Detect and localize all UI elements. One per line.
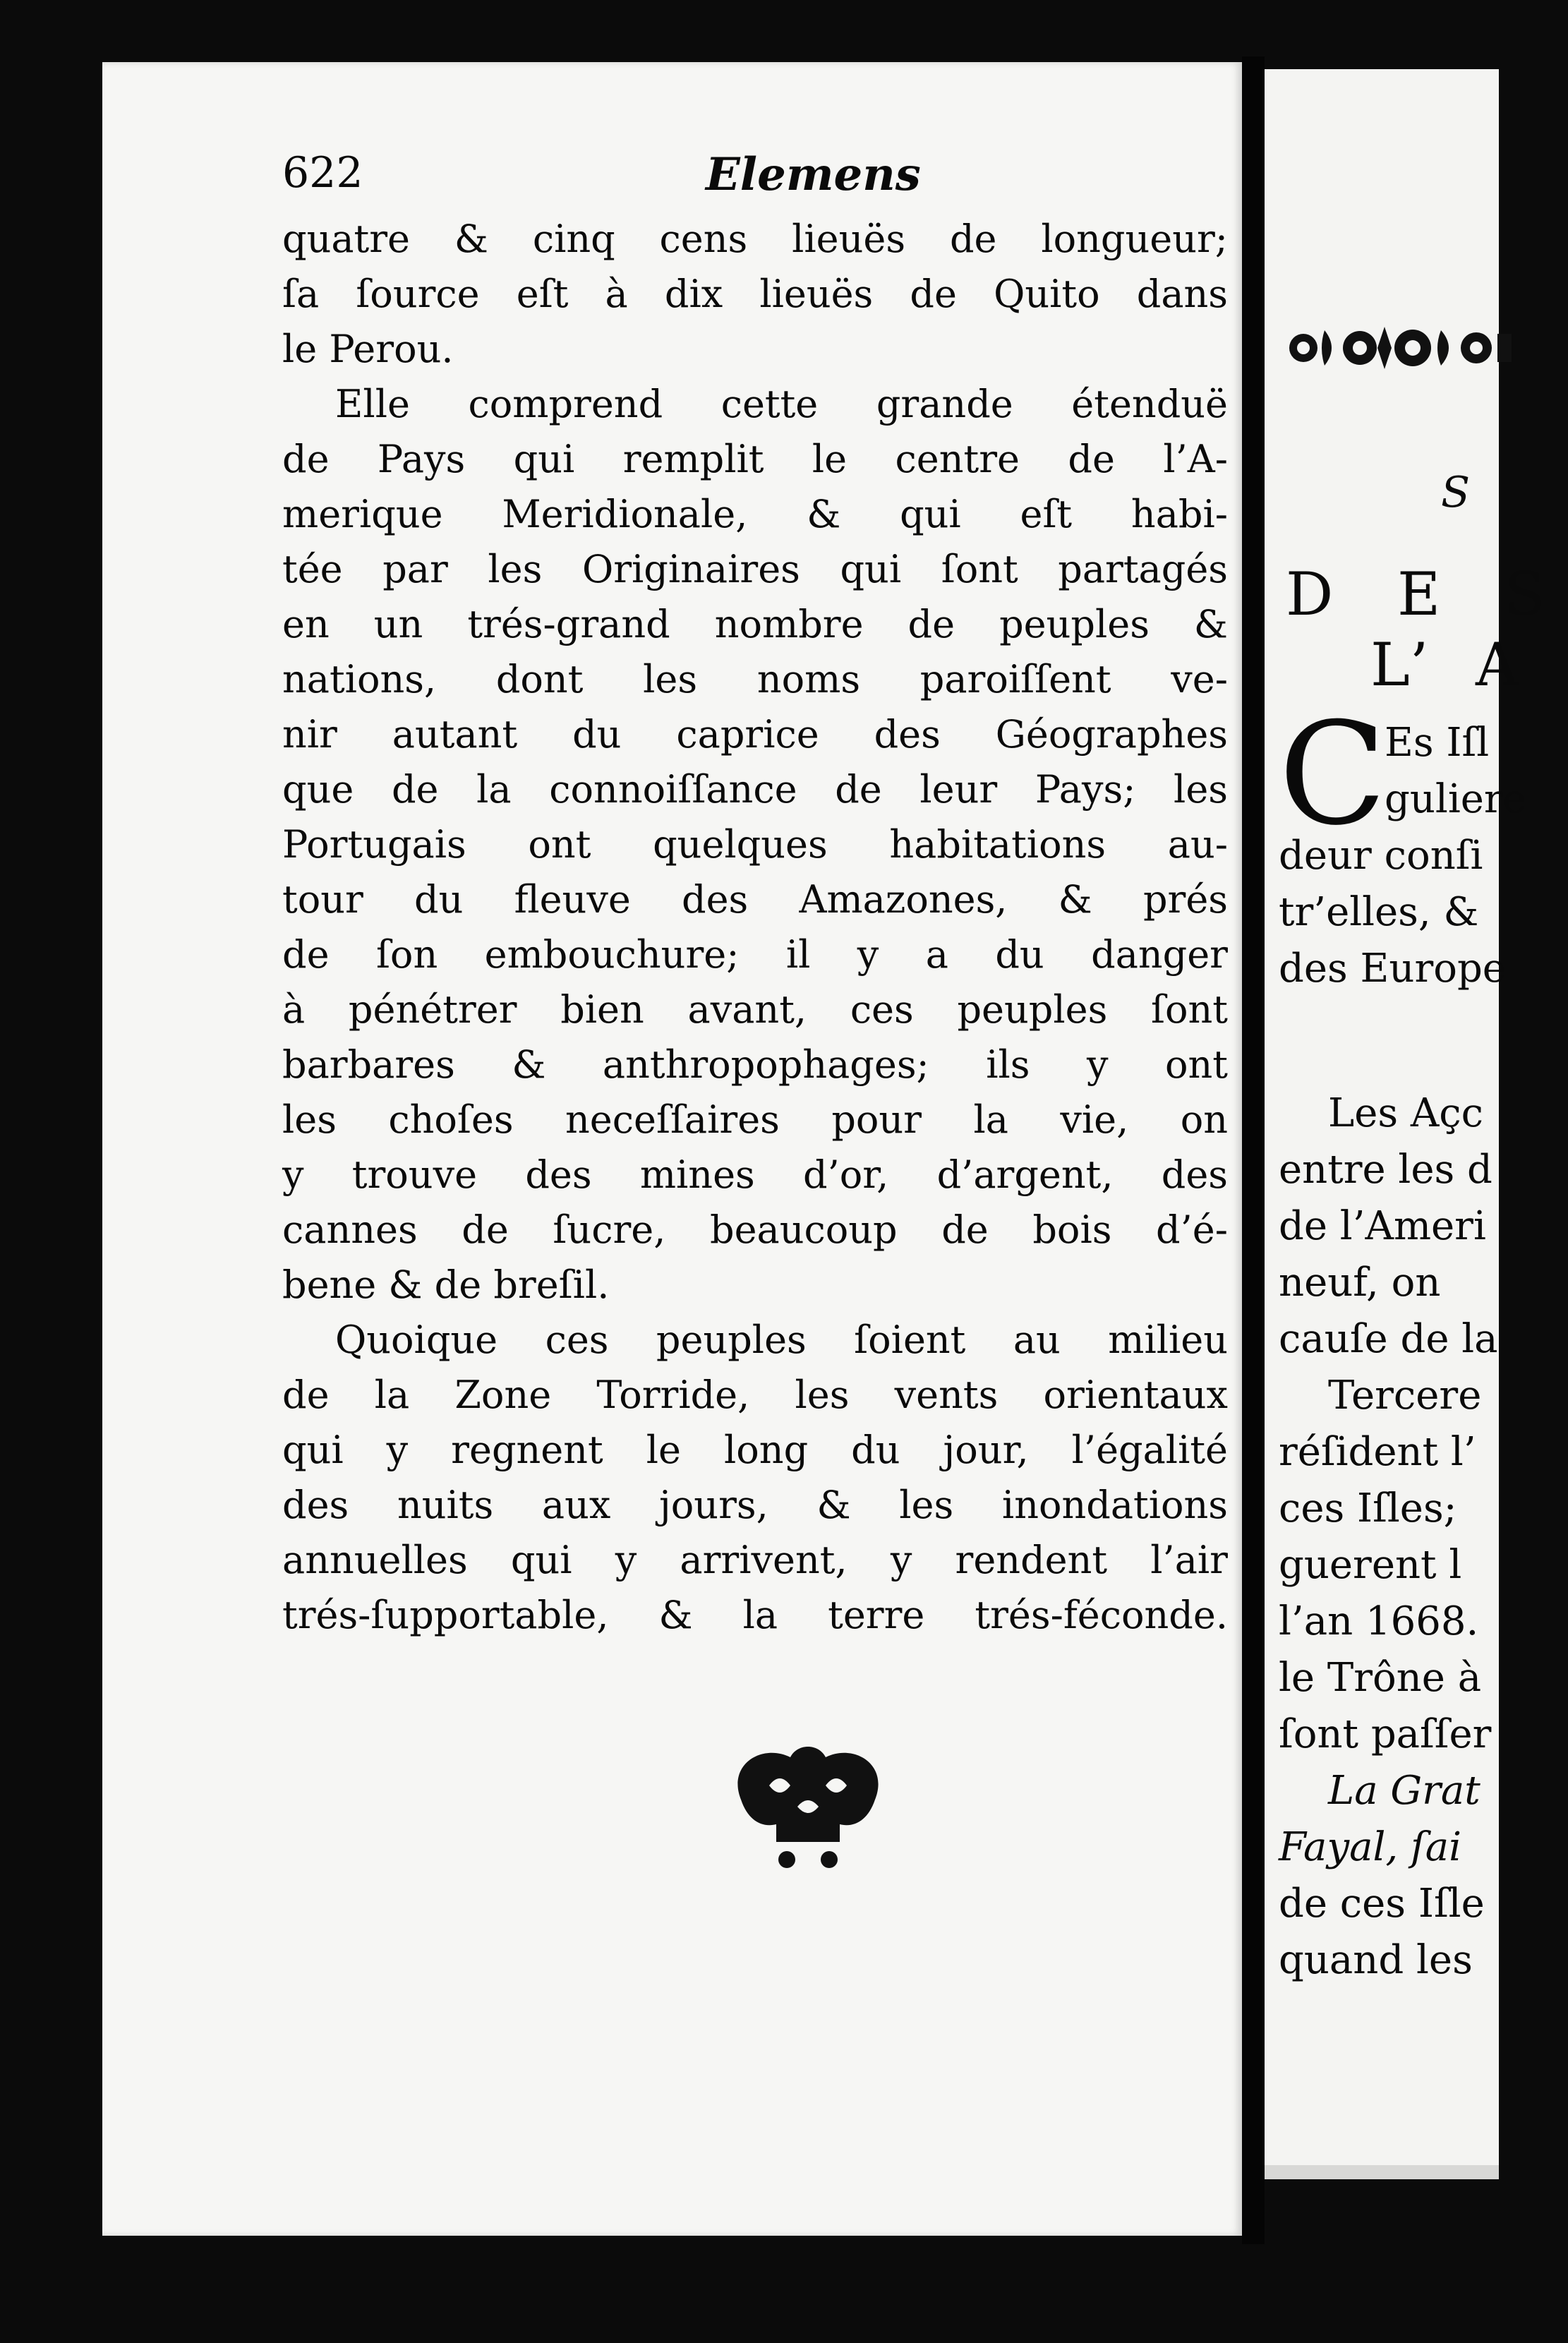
right-fragment: de l’Ameri <box>1279 1203 1486 1249</box>
text-line: quatre & cinq cens lieuës de longueur; <box>282 217 1228 261</box>
flourish-ornament <box>1286 316 1512 380</box>
right-fragment: deur conſi <box>1279 833 1483 879</box>
right-fragment: réſident l’ <box>1279 1429 1476 1475</box>
text-line: merique Meridionale, & qui eſt habi- <box>282 492 1228 536</box>
text-line: cannes de ſucre, beaucoup de bois d’é- <box>282 1207 1228 1252</box>
right-fragment: Les Açc <box>1328 1090 1484 1136</box>
right-fragment: des Europe <box>1279 946 1506 992</box>
right-page-edge <box>1265 2165 1499 2179</box>
right-fragment: La Grat <box>1328 1768 1480 1814</box>
right-fragment: cauſe de la <box>1279 1316 1498 1362</box>
text-line: trés-ſupportable, & la terre trés-féconde. <box>282 1593 1228 1637</box>
text-line: à pénétrer bien avant, ces peuples ſont <box>282 987 1228 1032</box>
page-number: 622 <box>282 148 363 198</box>
text-line: nir autant du caprice des Géographes <box>282 712 1228 757</box>
right-fragment: S <box>1441 468 1471 517</box>
right-fragment: de ces Iſle <box>1279 1881 1485 1927</box>
right-fragment: Es Iſl <box>1385 720 1490 766</box>
text-line: ſa ſource eſt à dix lieuës de Quito dans <box>282 272 1228 316</box>
running-head: Elemens <box>706 148 921 201</box>
right-title-line: D E S <box>1286 560 1568 629</box>
text-line: y trouve des mines d’or, d’argent, des <box>282 1152 1228 1197</box>
right-fragment: Fayal, ſai <box>1279 1824 1461 1870</box>
right-fragment: l’an 1668. <box>1279 1598 1479 1644</box>
text-line: de la Zone Torride, les vents orientaux <box>282 1373 1228 1417</box>
right-fragment: neuf, on <box>1279 1260 1441 1306</box>
text-line: nations, dont les noms paroiſſent ve- <box>282 657 1228 701</box>
text-line: barbares & anthropophages; ils y ont <box>282 1042 1228 1087</box>
right-fragment: le Trône à <box>1279 1655 1482 1701</box>
text-line: en un trés-grand nombre de peuples & <box>282 602 1228 646</box>
text-line: le Perou. <box>282 327 454 371</box>
right-title-line: L’ A <box>1370 630 1533 699</box>
right-fragment: ſont paſſer <box>1279 1711 1492 1757</box>
text-line: de Pays qui remplit le centre de l’A- <box>282 437 1228 481</box>
text-line: Elle comprend cette grande étenduë <box>335 382 1228 426</box>
text-line: qui y regnent le long du jour, l’égalité <box>282 1428 1228 1472</box>
text-line: annuelles qui y arrivent, y rendent l’air <box>282 1538 1228 1582</box>
right-fragment: Tercere <box>1328 1373 1482 1419</box>
text-line: bene & de breſil. <box>282 1263 610 1307</box>
right-fragment: guerent l <box>1279 1542 1462 1588</box>
text-line: tour du fleuve des Amazones, & prés <box>282 877 1228 922</box>
text-line: Quoique ces peuples ſoient au milieu <box>335 1318 1228 1362</box>
tailpiece-ornament <box>720 1736 896 1877</box>
book-gutter <box>1242 56 1265 2244</box>
body-text <box>282 212 1228 1643</box>
text-line: tée par les Originaires qui ſont partagés <box>282 547 1228 591</box>
text-line: des nuits aux jours, & les inondations <box>282 1483 1228 1527</box>
right-page <box>1265 69 1568 2165</box>
text-line: Portugais ont quelques habitations au- <box>282 822 1228 867</box>
right-fragment: ces Iſles; <box>1279 1486 1457 1531</box>
right-fragment: quand les <box>1279 1937 1473 1983</box>
drop-cap: C <box>1279 692 1387 857</box>
right-fragment: entre les d <box>1279 1147 1492 1193</box>
text-line: que de la connoiſſance de leur Pays; les <box>282 767 1228 812</box>
right-fragment: guliere <box>1385 776 1526 822</box>
text-line: de ſon embouchure; il y a du danger <box>282 932 1228 977</box>
text-line: les choſes neceſſaires pour la vie, on <box>282 1097 1228 1142</box>
right-fragment: tr’elles, & <box>1279 889 1479 935</box>
